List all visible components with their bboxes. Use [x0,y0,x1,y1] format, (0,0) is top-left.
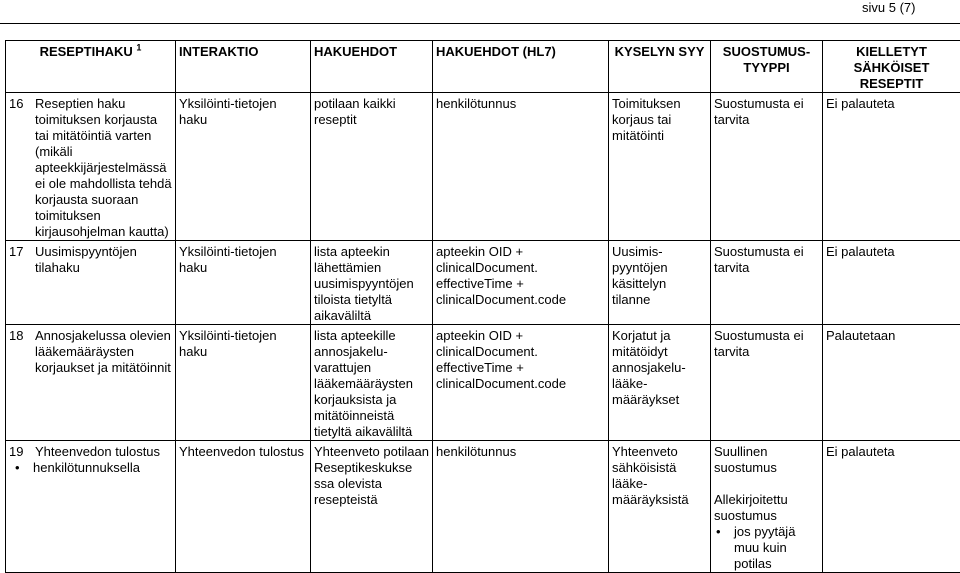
cell-kielletyt: Palautetaan [823,325,960,441]
cell-reseptihaku: 16 Reseptien haku toimituksen korjausta tai mitätöintiä varten (mikäli apteekkijärjestelmässä ei ole mahdollista tehdä korjausta suoraan toimituksen kirjausohjelman kautta) [6,93,176,241]
cell-kielletyt: Ei palauteta [823,441,960,573]
cell-hakuehdot: potilaan kaikki reseptit [311,93,433,241]
suostumus-suullinen: Suullinen suostumus [714,444,819,476]
cell-hakuehdot: lista apteekille annosjakelu-varattujen lääkemääräysten korjauksista ja mitätöinneistä tietyltä aikaväliltä [311,325,433,441]
header-row [6,41,960,93]
prescription-query-table [5,40,960,573]
cell-syy: Korjatut ja mitätöidyt annosjakelu-lääke-määräykset [609,325,711,441]
cell-suostumus: Suostumusta ei tarvita [711,241,823,325]
cell-suostumus: Suostumusta ei tarvita [711,325,823,441]
cell-reseptihaku: 17 Uusimispyyntöjen tilahaku [6,241,176,325]
cell-hl7: henkilötunnus [433,93,609,241]
header-interaktio: INTERAKTIO [176,41,311,93]
bullet-item: • henkilötunnuksella [33,460,172,476]
cell-hakuehdot: Yhteenveto potilaan Reseptikeskukse ssa olevista resepteistä [311,441,433,573]
cell-interaktio: Yhteenvedon tulostus [176,441,311,573]
header-hakuehdot-hl7: HAKUEHDOT (HL7) [433,41,609,93]
cell-hl7: henkilötunnus [433,441,609,573]
cell-hl7: apteekin OID + clinicalDocument. effectiveTime + clinicalDocument.code [433,325,609,441]
cell-syy: Yhteenveto sähköisistä lääke-määräyksistä [609,441,711,573]
cell-interaktio: Yksilöinti-tietojen haku [176,241,311,325]
table-row [6,241,960,325]
bullet-item: • jos pyytäjä muu kuin potilas [734,524,819,572]
cell-interaktio: Yksilöinti-tietojen haku [176,93,311,241]
cell-reseptihaku: 18 Annosjakelussa olevien lääkemääräysten korjaukset ja mitätöinnit [6,325,176,441]
cell-interaktio: Yksilöinti-tietojen haku [176,325,311,441]
header-suostumustyyppi: SUOSTUMUS-TYYPPI [711,41,823,93]
cell-reseptihaku: 19 Yhteenvedon tulostus • henkilötunnuksella [6,441,176,573]
table-row [6,93,960,241]
cell-suostumus [711,441,823,573]
table-row [6,441,960,573]
cell-syy: Toimituksen korjaus tai mitätöinti [609,93,711,241]
header-kyselyn-syy: KYSELYN SYY [609,41,711,93]
cell-syy: Uusimis-pyyntöjen käsittelyn tilanne [609,241,711,325]
header-hakuehdot: HAKUEHDOT [311,41,433,93]
cell-kielletyt: Ei palauteta [823,241,960,325]
header-kielletyt-reseptit: KIELLETYT SÄHKÖISET RESEPTIT [823,41,960,93]
cell-hakuehdot: lista apteekin lähettämien uusimispyyntöjen tiloista tietyltä aikaväliltä [311,241,433,325]
page-number: sivu 5 (7) [862,0,915,15]
cell-kielletyt: Ei palauteta [823,93,960,241]
header-rule [0,23,960,24]
header-reseptihaku: RESEPTIHAKU $^1$ [6,41,176,93]
cell-suostumus: Suostumusta ei tarvita [711,93,823,241]
suostumus-allekirjoitettu: Allekirjoitettu suostumus [714,492,819,524]
cell-hl7: apteekin OID + clinicalDocument. effectiveTime + clinicalDocument.code [433,241,609,325]
table-row [6,325,960,441]
